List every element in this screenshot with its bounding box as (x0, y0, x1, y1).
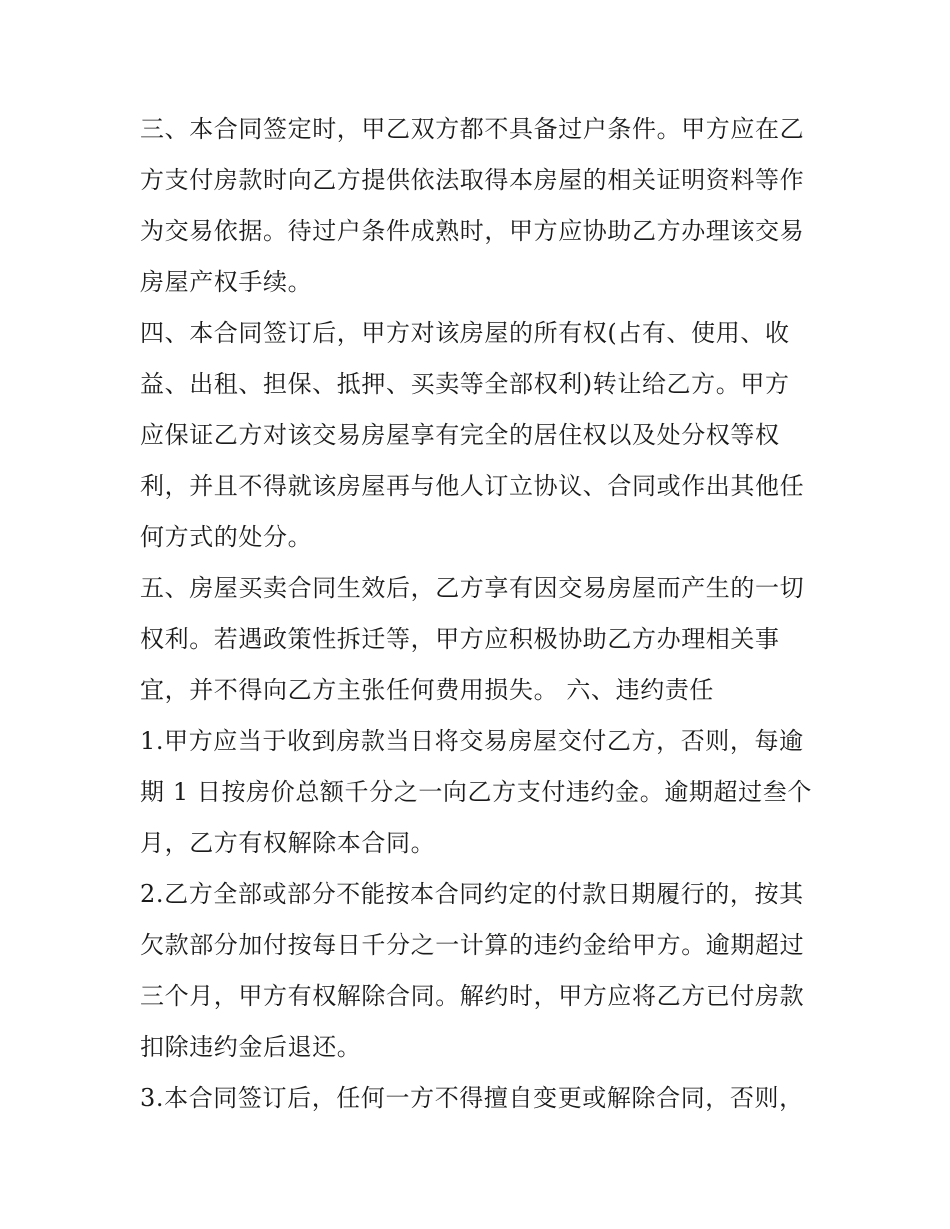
text-line: 四、本合同签订后，甲方对该房屋的所有权(占有、使用、收 (140, 319, 790, 347)
text-line: 利，并且不得就该房屋再与他人订立协议、合同或作出其他任 (140, 472, 805, 500)
text-line: 五、房屋买卖合同生效后，乙方享有因交易房屋而产生的一切 (140, 574, 805, 602)
text-line: 宜，并不得向乙方主张任何费用损失。 六、违约责任 (140, 676, 715, 704)
text-line: 3.本合同签订后，任何一方不得擅自变更或解除合同，否则， (140, 1084, 804, 1112)
text-line: 期 1 日按房价总额千分之一向乙方支付违约金。逾期超过叁个 (140, 778, 812, 806)
text-line: 应保证乙方对该交易房屋享有完全的居住权以及处分权等权 (140, 421, 780, 449)
text-line: 益、出租、担保、抵押、买卖等全部权利)转让给乙方。甲方 (140, 370, 790, 398)
text-line: 何方式的处分。 (140, 523, 313, 551)
text-line: 房屋产权手续。 (140, 268, 313, 296)
document-body (140, 104, 830, 1124)
text-line: 为交易依据。待过户条件成熟时，甲方应协助乙方办理该交易 (140, 217, 805, 245)
text-line: 2.乙方全部或部分不能按本合同约定的付款日期履行的，按其 (140, 880, 804, 908)
text-line: 三个月，甲方有权解除合同。解约时，甲方应将乙方已付房款 (140, 982, 805, 1010)
text-line: 欠款部分加付按每日千分之一计算的违约金给甲方。逾期超过 (140, 931, 805, 959)
text-line: 扣除违约金后退还。 (140, 1033, 362, 1061)
text-line: 权利。若遇政策性拆迁等，甲方应积极协助乙方办理相关事 (140, 625, 780, 653)
text-line: 1.甲方应当于收到房款当日将交易房屋交付乙方，否则，每逾 (140, 727, 804, 755)
text-line: 方支付房款时向乙方提供依法取得本房屋的相关证明资料等作 (140, 166, 805, 194)
text-line: 月，乙方有权解除本合同。 (140, 829, 436, 857)
text-line: 三、本合同签定时，甲乙双方都不具备过户条件。甲方应在乙 (140, 115, 805, 143)
